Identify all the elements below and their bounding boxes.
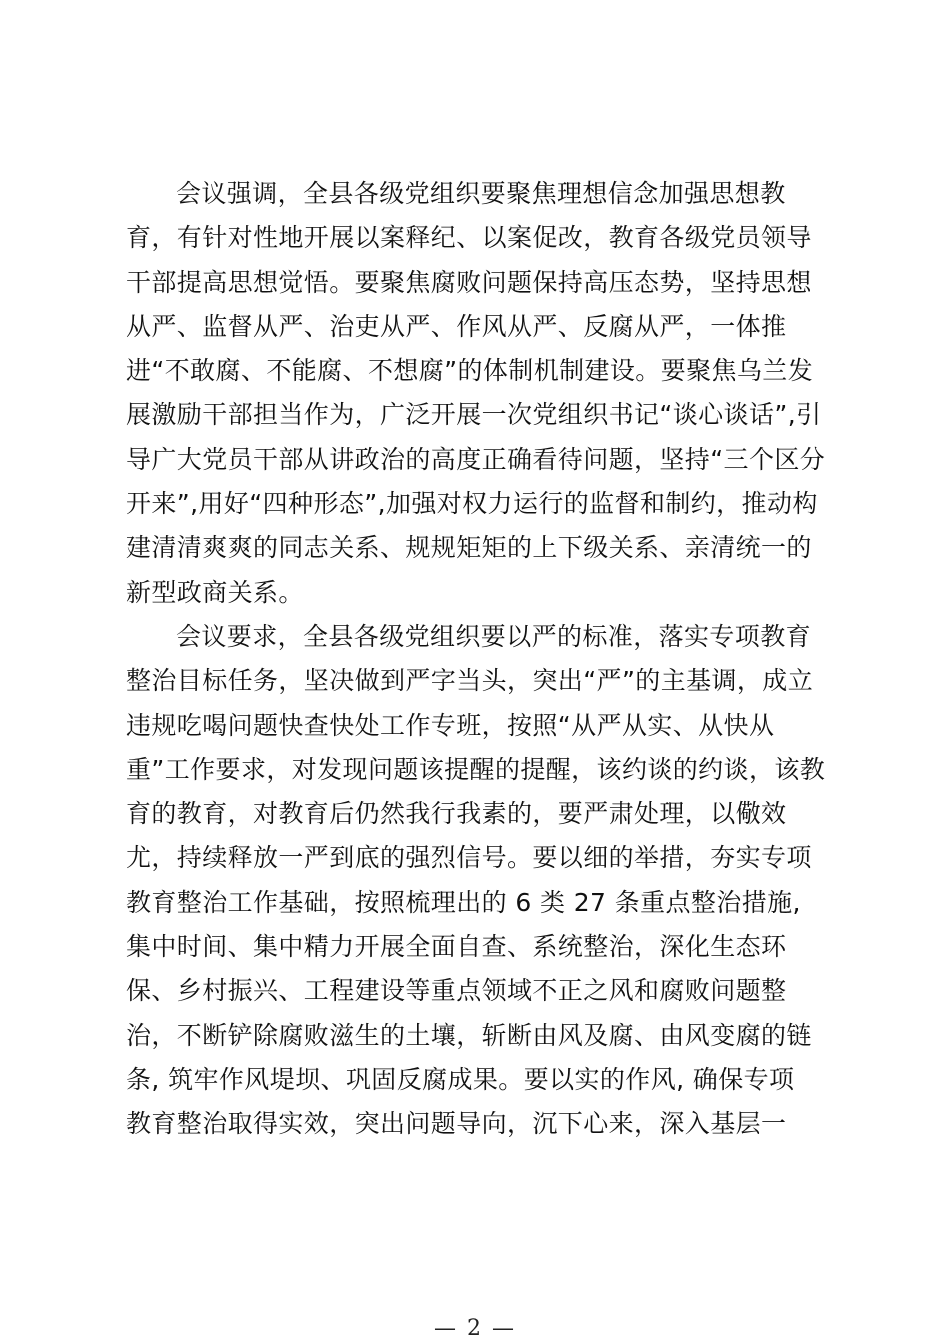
paragraph-1-line-10: 新型政商关系。 bbox=[126, 577, 304, 607]
paragraph-1-line-6: 展激励干部担当作为，广泛开展一次党组织书记“谈心谈话”,引 bbox=[126, 400, 822, 430]
paragraph-2-line-5: 育的教育，对教育后仍然我行我素的，要严肃处理，以儆效 bbox=[126, 799, 787, 829]
paragraph-2-line-1: 会议要求，全县各级党组织要以严的标准，落实专项教育 bbox=[176, 621, 812, 651]
paragraph-1-line-2: 育，有针对性地开展以案释纪、以案促改，教育各级党员领导 bbox=[126, 223, 812, 253]
paragraph-1-line-3: 干部提高思想觉悟。要聚焦腐败问题保持高压态势，坚持思想 bbox=[126, 267, 812, 297]
paragraph-2-line-2: 整治目标任务，坚决做到严字当头，突出“严”的主基调，成立 bbox=[126, 666, 814, 696]
paragraph-1-line-5: 进“不敢腐、不能腐、不想腐”的体制机制建设。要聚焦乌兰发 bbox=[126, 356, 814, 386]
paragraph-2-line-9: 保、乡村振兴、工程建设等重点领域不正之风和腐败问题整 bbox=[126, 976, 787, 1006]
paragraph-2-line-8: 集中时间、集中精力开展全面自查、系统整治，深化生态环 bbox=[126, 932, 787, 962]
paragraph-1-line-7: 导广大党员干部从讲政治的高度正确看待问题，坚持“三个区分 bbox=[126, 444, 826, 474]
paragraph-2-line-6: 尤，持续释放一严到底的强烈信号。要以细的举措，夯实专项 bbox=[126, 843, 812, 873]
paragraph-2-line-3: 违规吃喝问题快查快处工作专班，按照“从严从实、从快从 bbox=[126, 710, 775, 740]
paragraph-1-line-1: 会议强调，全县各级党组织要聚焦理想信念加强思想教 bbox=[176, 179, 786, 208]
paragraph-2-line-11: 条, 筑牢作风堤坝、巩固反腐成果。要以实的作风, 确保专项 bbox=[126, 1064, 795, 1094]
page-number: — 2 — bbox=[434, 1316, 516, 1341]
paragraph-2-line-7: 教育整治工作基础，按照梳理出的 6 类 27 条重点整治措施, bbox=[126, 887, 801, 917]
paragraph-1-line-9: 建清清爽爽的同志关系、规规矩矩的上下级关系、亲清统一的 bbox=[126, 533, 812, 563]
paragraph-1-line-8: 开来”,用好“四种形态”,加强对权力运行的监督和制约，推动构 bbox=[126, 489, 818, 519]
paragraph-2-line-10: 治，不断铲除腐败滋生的土壤，斩断由风及腐、由风变腐的链 bbox=[126, 1020, 812, 1050]
paragraph-1-line-4: 从严、监督从严、治吏从严、作风从严、反腐从严，一体推 bbox=[126, 311, 787, 341]
body-text bbox=[126, 172, 832, 1147]
paragraph-2-line-4: 重”工作要求，对发现问题该提醒的提醒，该约谈的约谈，该教 bbox=[126, 754, 826, 784]
paragraph-2-line-12: 教育整治取得实效，突出问题导向，沉下心来，深入基层一 bbox=[126, 1109, 787, 1139]
